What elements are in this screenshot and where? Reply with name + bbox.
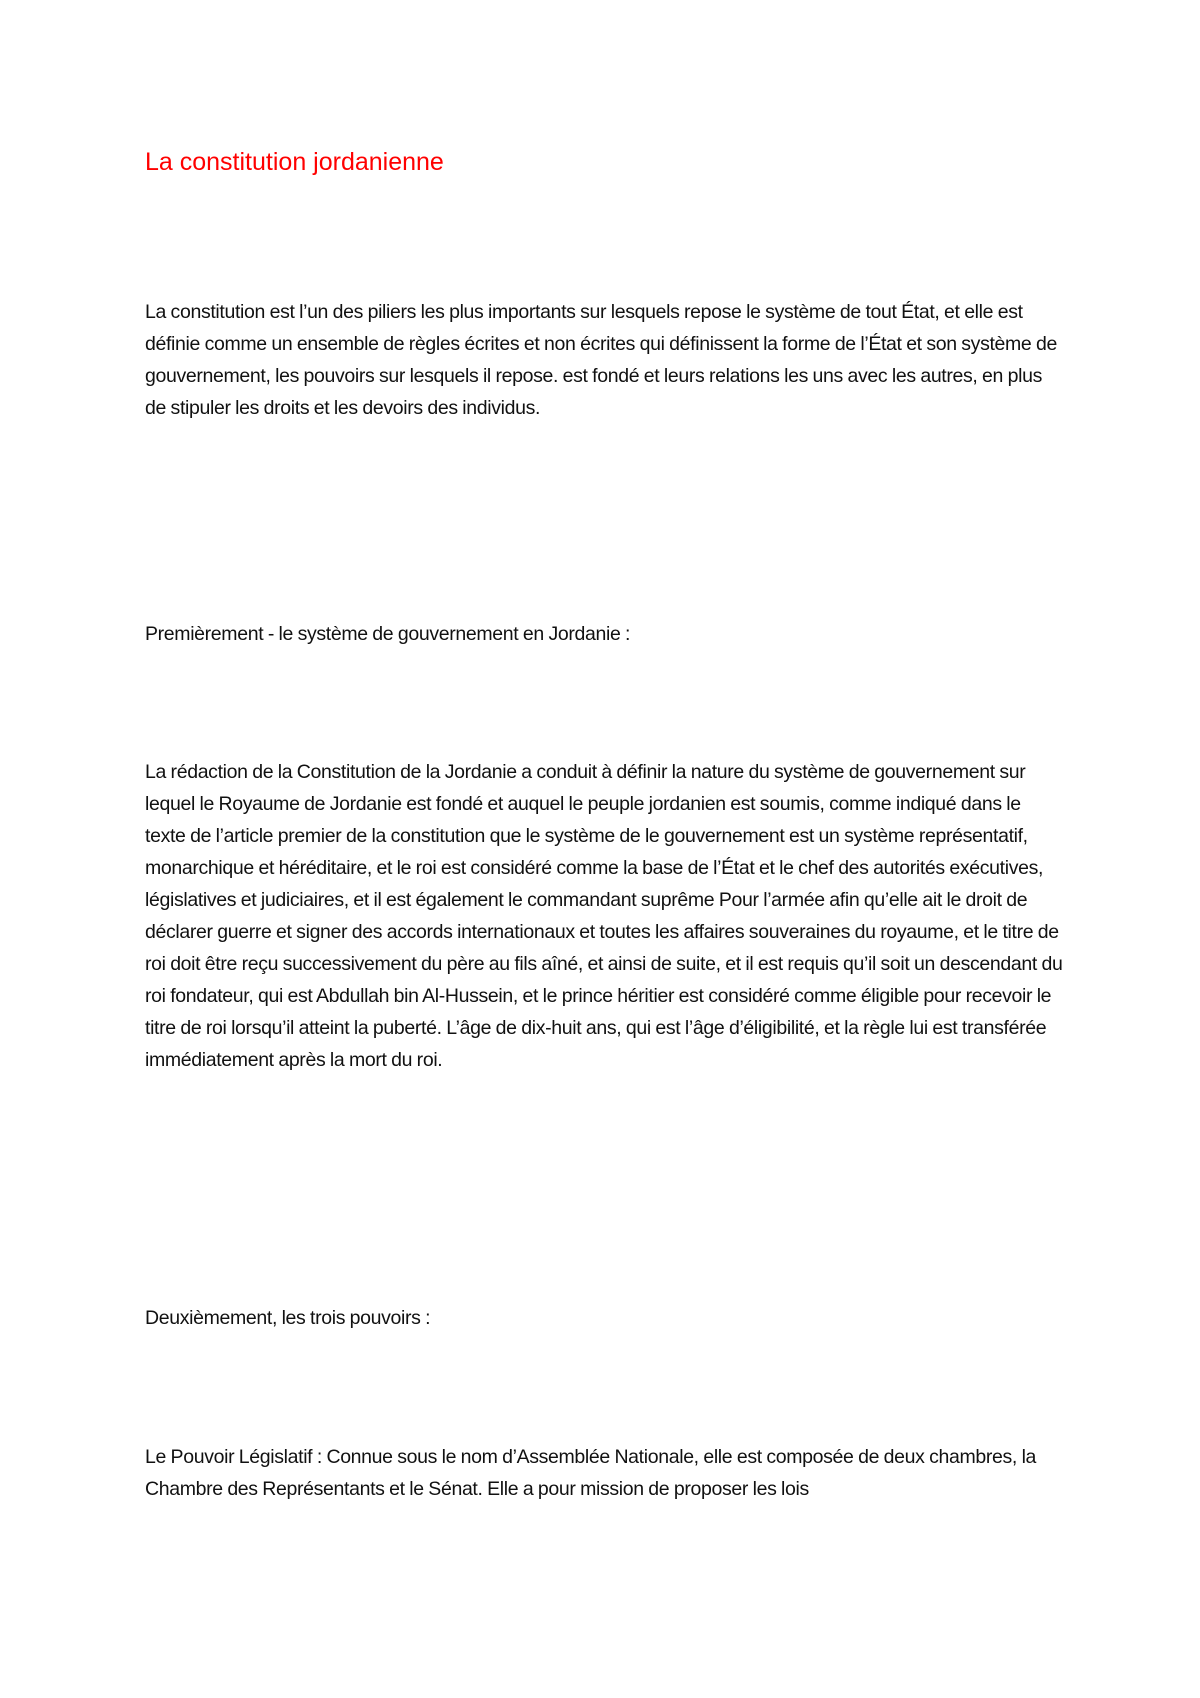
section-heading-government-system: Premièrement - le système de gouvernement en Jordanie : — [145, 623, 631, 645]
intro-paragraph: La constitution est l’un des piliers les plus importants sur lesquels repose le système de tout État, et elle est définie comme un ensemble de règles écrites et non écrites qui définissent la forme de l’État et son système de gouvernement, les pouvoirs sur lesquels il repose. est fondé et leurs relations les uns avec les autres, en plus de stipuler les droits et les devoirs des individus. — [145, 301, 1057, 419]
section-heading-three-powers: Deuxièmement, les trois pouvoirs : — [145, 1307, 431, 1329]
document-title: La constitution jordanienne — [145, 148, 444, 176]
legislative-power-paragraph: Le Pouvoir Législatif : Connue sous le nom d’Assemblée Nationale, elle est composée de deux chambres, la Chambre des Représentants et le Sénat. Elle a pour mission de proposer les lois — [145, 1446, 1037, 1500]
government-system-paragraph: La rédaction de la Constitution de la Jordanie a conduit à définir la nature du système de gouvernement sur lequel le Royaume de Jordanie est fondé et auquel le peuple jordanien est soumis, comme indiqué dans le texte de l’article premier de la constitution que le système de le gouvernement est un système représentatif, monarchique et héréditaire, et le roi est considéré comme la base de l’État et le chef des autorités exécutives, législatives et judiciaires, et il est également le commandant suprême Pour l’armée afin qu’elle ait le droit de déclarer guerre et signer des accords internationaux et toutes les affaires souveraines du royaume, et le titre de roi doit être reçu successivement du père au fils aîné, et ainsi de suite, et il est requis qu’il soit un descendant du roi fondateur, qui est Abdullah bin Al-Hussein, et le prince héritier est considéré comme éligible pour recevoir le titre de roi lorsqu’il atteint la puberté. L’âge de dix-huit ans, qui est l’âge d’éligibilité, et la règle lui est transférée immédiatement après la mort du roi. — [145, 761, 1063, 1071]
